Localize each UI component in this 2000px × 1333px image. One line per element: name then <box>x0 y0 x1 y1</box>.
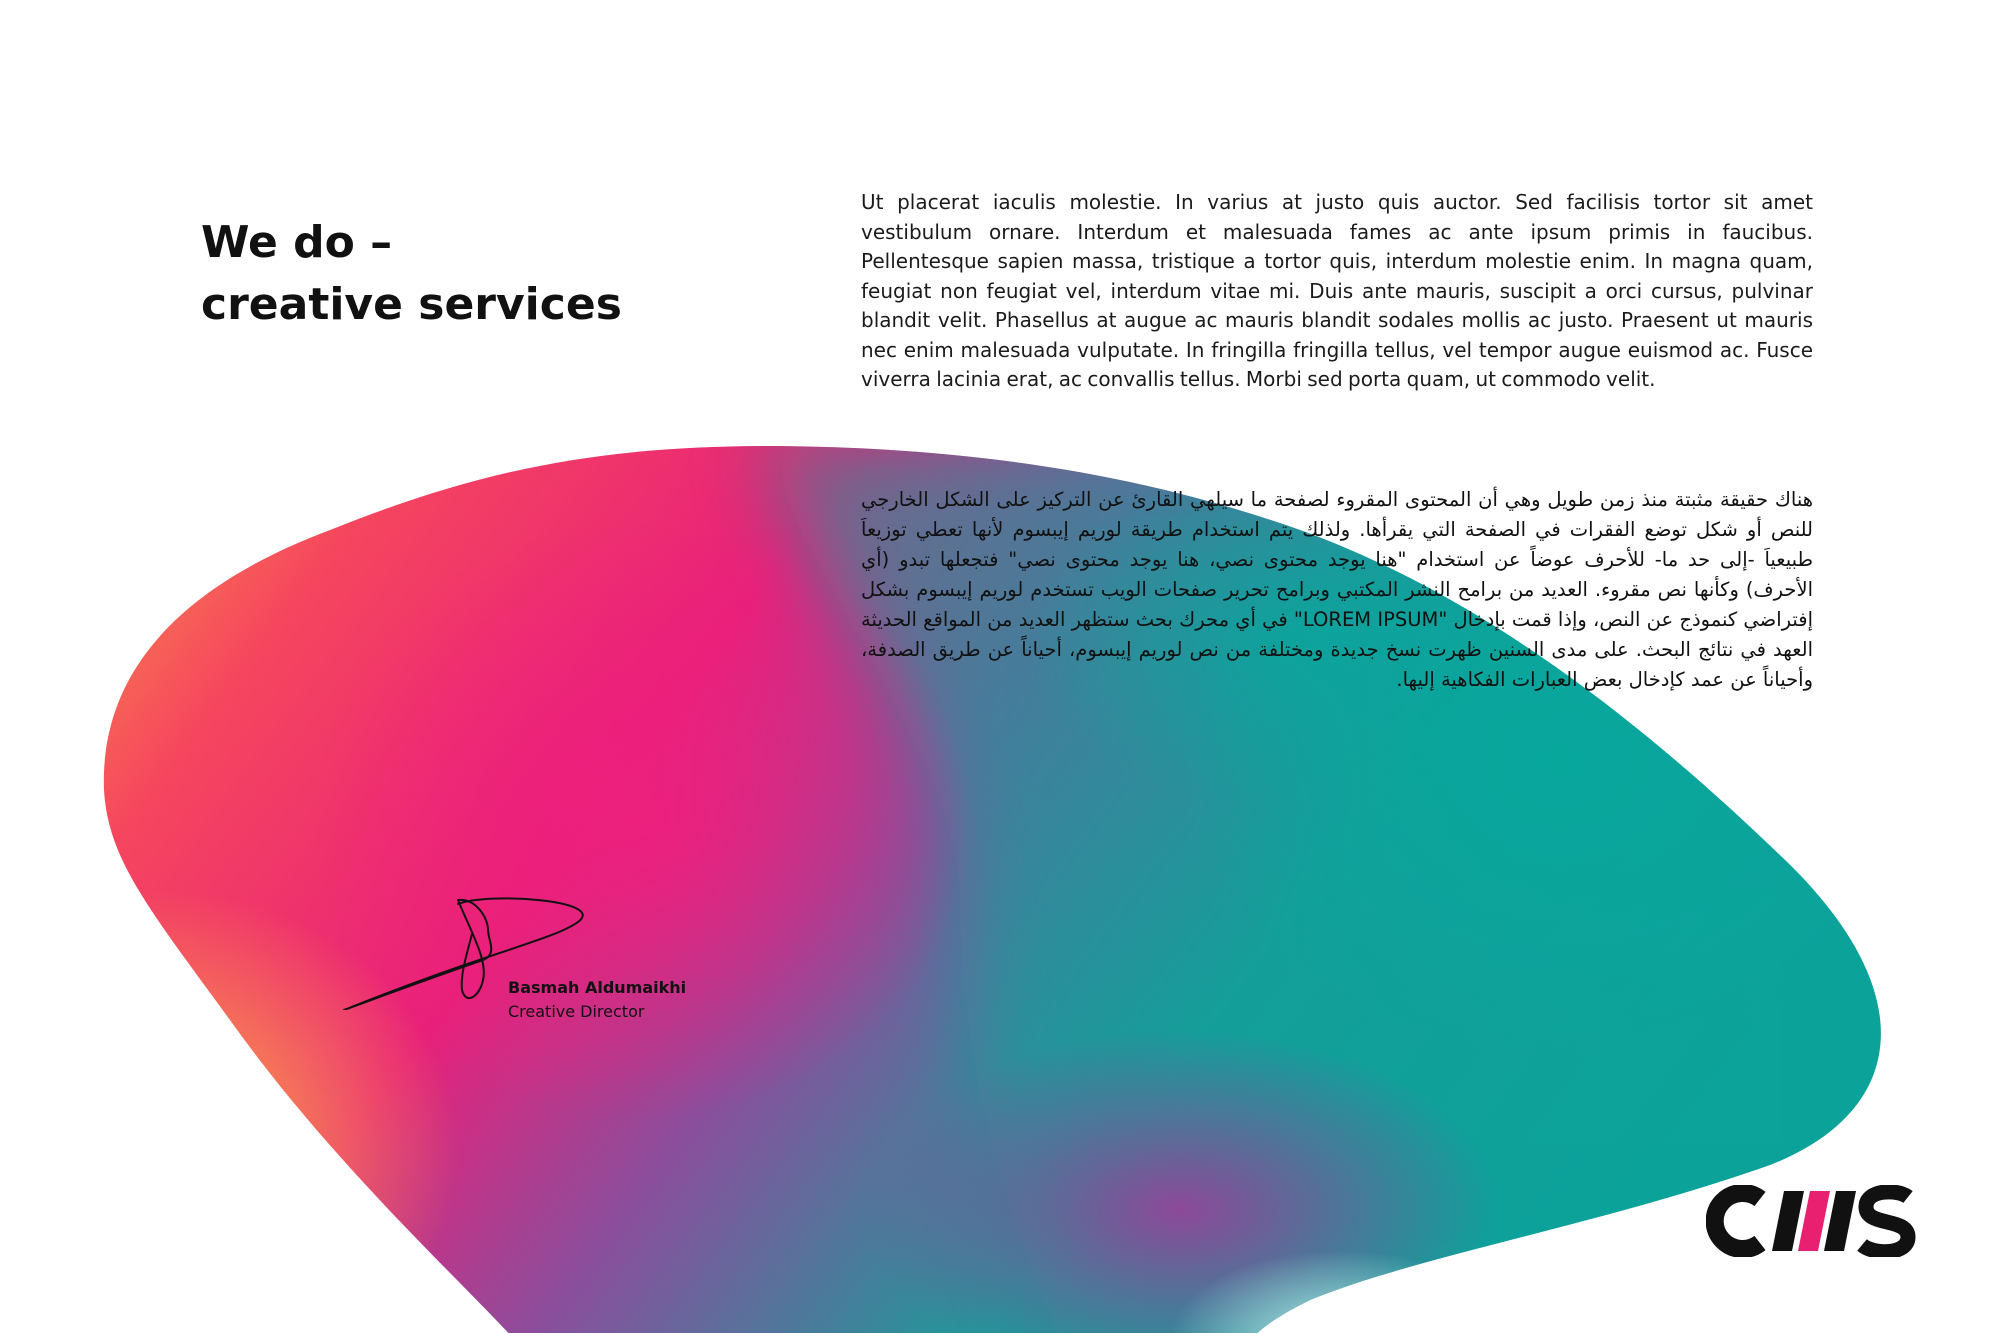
signer-title: Creative Director <box>508 1002 645 1021</box>
heading-line-1: We do – <box>201 217 393 268</box>
english-body-text: Ut placerat iaculis molestie. In varius at justo quis auctor. Sed facilisis tortor sit amet vestibulum ornare. Interdum et malesuada fames ac ante ipsum primis in faucibus. Pellentesque sapien massa, tristique a tortor quis, interdum molestie enim. In magna quam, feugiat non feugiat vel, interdum vitae mi. Duis ante mauris, suscipit a orci cursus, pulvinar blandit velit. Phasellus at augue ac mauris blandit sodales mollis ac justo. Praesent ut mauris nec enim malesuada vulputate. In fringilla fringilla tellus, vel tempor augue euismod ac. Fusce viverra lacinia erat, ac convallis tellus. Morbi sed porta quam, ut commodo velit. <box>861 190 1813 391</box>
signer-name: Basmah Aldumaikhi <box>508 978 687 997</box>
signature-block <box>338 890 698 1030</box>
heading-line-2: creative services <box>201 279 622 330</box>
cms-logo-icon <box>1706 1185 1916 1257</box>
arabic-body-text: هناك حقيقة مثبتة منذ زمن طويل وهي أن المحتوى المقروء لصفحة ما سيلهي القارئ عن التركيز على الشكل الخارجي للنص أو شكل توضع الفقرات في الصفحة التي يقرأها. ولذلك يتم استخدام طريقة لوريم إيبسوم لأنها تعطي توزيعاَ طبيعياَ -إلى حد ما- للأحرف عوضاً عن استخدام "هنا يوجد محتوى نصي، هنا يوجد محتوى نصي" فتجعلها تبدو (أي الأحرف) وكأنها نص مقروء. العديد من برامح النشر المكتبي وبرامح تحرير صفحات الويب تستخدم لوريم إيبسوم بشكل إفتراضي كنموذج عن النص، وإذا قمت بإدخال "LOREM IPSUM" في أي محرك بحث ستظهر العديد من المواقع الحديثة العهد في نتائج البحث. على مدى السنين ظهرت نسخ جديدة ومختلفة من نص لوريم إيبسوم، أحياناً عن طريق الصدفة، وأحياناً عن عمد كإدخال بعض العبارات الفكاهية إليها. <box>861 488 1813 691</box>
page-heading <box>201 212 622 336</box>
